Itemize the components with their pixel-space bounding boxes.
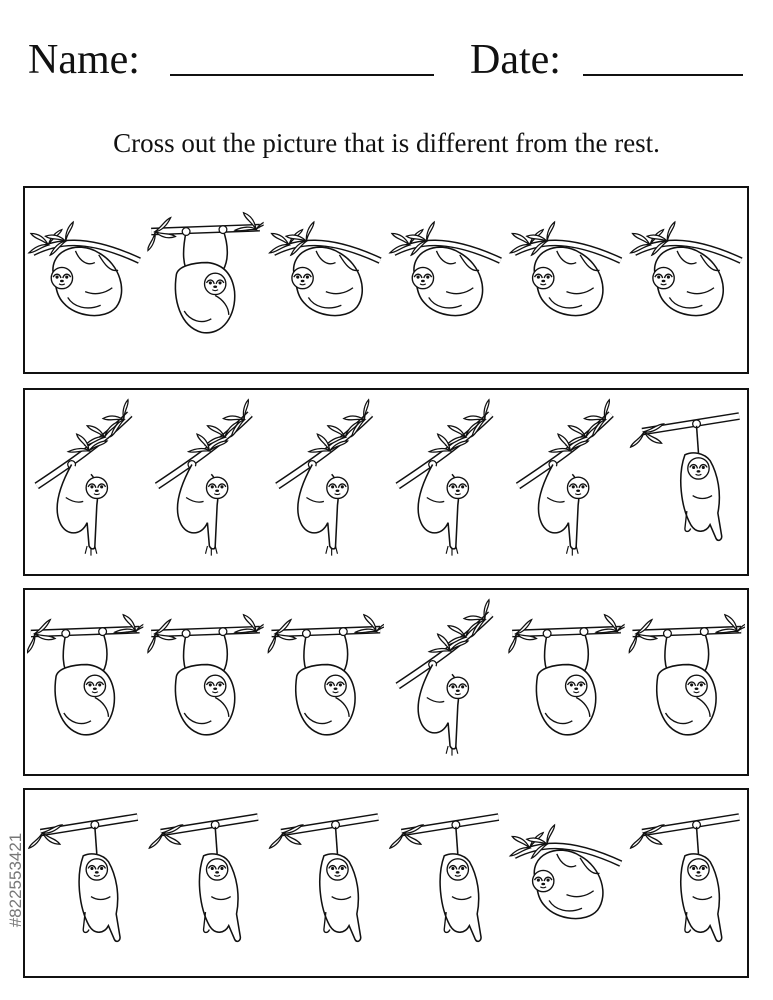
row-2-pictures [25, 390, 747, 574]
picture-sloth-curled-on-branch-4[interactable] [390, 222, 501, 316]
row-4-pictures [25, 790, 747, 976]
worksheet-header [28, 36, 748, 86]
picture-row-1 [23, 186, 749, 374]
picture-sloth-hanging-two-arms-6[interactable] [621, 610, 747, 734]
picture-sloth-hanging-diagonal-branch-5[interactable] [518, 400, 621, 556]
picture-sloth-hanging-diagonal-branch-4[interactable] [398, 400, 501, 556]
picture-sloth-hanging-one-arm-3[interactable] [270, 817, 379, 941]
name-answer-line[interactable] [170, 74, 434, 76]
picture-row-3 [23, 588, 749, 776]
picture-row-2 [23, 388, 749, 576]
picture-sloth-hanging-one-arm-6[interactable] [631, 416, 740, 540]
picture-sloth-hanging-two-arms-1[interactable] [25, 610, 154, 734]
picture-sloth-hanging-one-arm-2[interactable] [149, 817, 258, 941]
picture-sloth-hanging-one-arm-6[interactable] [631, 817, 740, 941]
name-label: Name: [28, 37, 140, 83]
stock-id-watermark [4, 780, 28, 980]
picture-sloth-curled-on-branch-5[interactable] [510, 222, 621, 316]
picture-sloth-hanging-one-arm-4[interactable] [390, 817, 499, 941]
picture-sloth-hanging-two-arms-3[interactable] [260, 610, 394, 734]
picture-sloth-hanging-diagonal-branch-1[interactable] [37, 400, 140, 556]
date-label: Date: [470, 37, 561, 83]
picture-sloth-curled-on-branch-5[interactable] [510, 825, 621, 919]
row-3-pictures [25, 590, 747, 774]
picture-row-4 [23, 788, 749, 978]
picture-sloth-hanging-diagonal-branch-3[interactable] [277, 400, 380, 556]
stock-id-text: #822553421 [6, 832, 25, 928]
row-1-pictures [25, 188, 747, 372]
picture-sloth-hanging-two-arms-5[interactable] [501, 610, 635, 734]
picture-sloth-curled-on-branch-1[interactable] [29, 222, 140, 316]
picture-sloth-hanging-two-arms-2[interactable] [140, 208, 274, 332]
picture-sloth-hanging-two-arms-2[interactable] [140, 610, 274, 734]
picture-sloth-hanging-diagonal-branch-4[interactable] [398, 600, 501, 756]
picture-sloth-hanging-one-arm-1[interactable] [29, 817, 138, 941]
date-answer-line[interactable] [583, 74, 743, 76]
picture-sloth-curled-on-branch-6[interactable] [631, 222, 742, 316]
instructions-text: Cross out the picture that is different from the rest. [113, 128, 660, 158]
picture-sloth-curled-on-branch-3[interactable] [270, 222, 381, 316]
picture-sloth-hanging-diagonal-branch-2[interactable] [157, 400, 260, 556]
